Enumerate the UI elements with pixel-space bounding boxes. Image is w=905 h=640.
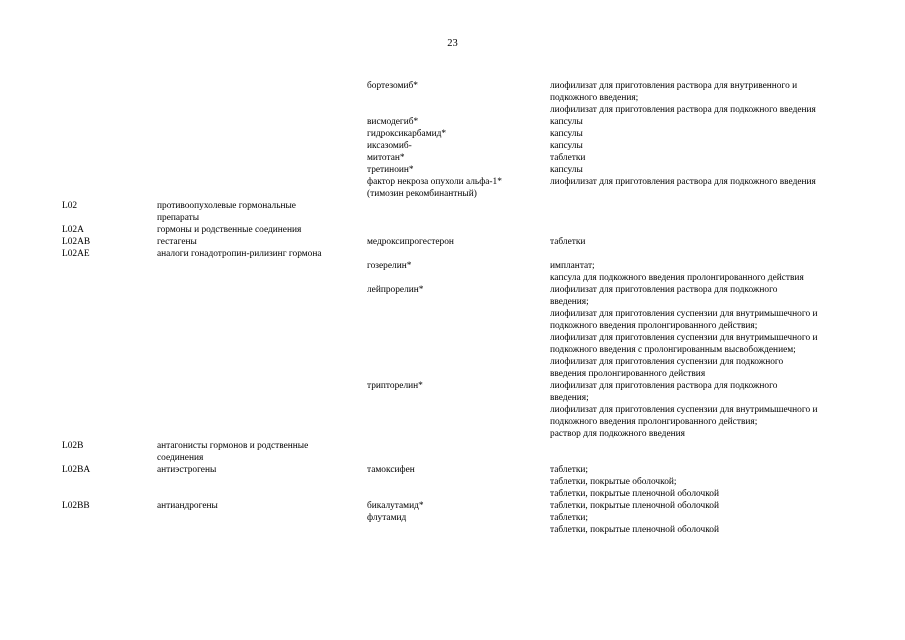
atc-code-cell xyxy=(62,152,157,164)
drug-name-cell: митотан* xyxy=(367,153,405,163)
atc-code-cell: L02BB xyxy=(62,501,90,511)
atc-code-cell: L02A xyxy=(62,225,84,235)
group-name-cell: антиэстрогены xyxy=(157,465,217,475)
table-row xyxy=(62,464,870,500)
table-row xyxy=(62,248,870,260)
group-name-cell xyxy=(157,380,367,440)
group-name-cell xyxy=(157,260,367,284)
atc-code-cell xyxy=(62,164,157,176)
table-row xyxy=(62,380,870,440)
table-row xyxy=(62,224,870,236)
table-row xyxy=(62,128,870,140)
dosage-form-cell: таблетки; таблетки, покрытые пленочной оболочкой xyxy=(550,513,719,535)
table-row xyxy=(62,236,870,248)
drug-name-cell: третиноин* xyxy=(367,165,414,175)
drug-name-cell: гидроксикарбамид* xyxy=(367,129,447,139)
drug-name-cell: фактор некроза опухоли альфа-1* (тимозин рекомбинантный) xyxy=(367,177,502,199)
dosage-form-cell: таблетки xyxy=(550,153,586,163)
dosage-form-cell: лиофилизат для приготовления раствора для внутривенного и подкожного введения; лиофилизат для приготовления раствора для подкожного введения xyxy=(550,81,816,115)
drug-name-cell xyxy=(367,440,550,464)
dosage-form-cell xyxy=(550,200,870,224)
atc-code-cell: L02BA xyxy=(62,465,91,475)
dosage-form-cell: таблетки, покрытые пленочной оболочкой xyxy=(550,501,719,511)
dosage-form-cell: таблетки; таблетки, покрытые оболочкой; таблетки, покрытые пленочной оболочкой xyxy=(550,465,719,499)
dosage-form-cell: лиофилизат для приготовления раствора для подкожного введения; лиофилизат для приготовления суспензии для внутримышечного и подкожного введения пролонгированного действия; лиофилизат для приготовления суспензии для внутримышечного и подкожного введения с пролонгированным высвобождением; лиофилизат для приготовления суспензии для подкожного введения пролонгированного действия xyxy=(550,285,818,379)
atc-code-cell: L02AE xyxy=(62,249,90,259)
table-row xyxy=(62,440,870,464)
group-name-cell xyxy=(157,152,367,164)
atc-code-cell xyxy=(62,116,157,128)
table-row xyxy=(62,500,870,512)
dosage-form-cell: имплантат; капсула для подкожного введения пролонгированного действия xyxy=(550,261,804,283)
atc-code-cell xyxy=(62,380,157,440)
drug-name-cell: флутамид xyxy=(367,513,407,523)
atc-code-cell: L02AB xyxy=(62,237,91,247)
group-name-cell: противоопухолевые гормональные препараты xyxy=(157,201,296,223)
dosage-form-cell xyxy=(550,224,870,236)
atc-code-cell xyxy=(62,176,157,200)
page-number: 23 xyxy=(447,38,458,49)
table-row xyxy=(62,176,870,200)
dosage-form-cell: капсулы xyxy=(550,165,583,175)
group-name-cell xyxy=(157,284,367,380)
dosage-form-cell: лиофилизат для приготовления раствора для подкожного введения xyxy=(550,177,816,187)
drug-name-cell: бортезомиб* xyxy=(367,81,418,91)
drug-name-cell: медроксипрогестерон xyxy=(367,237,454,247)
table-row xyxy=(62,116,870,128)
dosage-form-cell: лиофилизат для приготовления раствора для подкожного введения; лиофилизат для приготовления суспензии для внутримышечного и подкожного введения пролонгированного действия; раствор для подкожного введения xyxy=(550,381,818,439)
table-row xyxy=(62,200,870,224)
drug-name-cell: тамоксифен xyxy=(367,465,415,475)
atc-code-cell xyxy=(62,128,157,140)
atc-code-cell xyxy=(62,80,157,116)
drug-name-cell xyxy=(367,248,550,260)
table-row xyxy=(62,284,870,380)
table-row xyxy=(62,512,870,536)
atc-code-cell xyxy=(62,284,157,380)
dosage-form-cell xyxy=(550,440,870,464)
drug-name-cell: трипторелин* xyxy=(367,381,423,391)
drug-name-cell: лейпрорелин* xyxy=(367,285,424,295)
group-name-cell xyxy=(157,176,367,200)
drug-name-cell xyxy=(367,224,550,236)
table-row xyxy=(62,80,870,116)
atc-code-cell: L02B xyxy=(62,441,84,451)
group-name-cell: антиандрогены xyxy=(157,501,218,511)
drug-table xyxy=(62,80,870,536)
group-name-cell xyxy=(157,512,367,536)
atc-code-cell xyxy=(62,260,157,284)
group-name-cell: антагонисты гормонов и родственные соединения xyxy=(157,441,309,463)
atc-code-cell: L02 xyxy=(62,201,78,211)
atc-code-cell xyxy=(62,512,157,536)
drug-table-body xyxy=(62,80,870,536)
dosage-form-cell xyxy=(550,248,870,260)
group-name-cell xyxy=(157,80,367,116)
group-name-cell xyxy=(157,116,367,128)
group-name-cell: аналоги гонадотропин-рилизинг гормона xyxy=(157,249,322,259)
drug-name-cell: бикалутамид* xyxy=(367,501,424,511)
table-row xyxy=(62,164,870,176)
table-row xyxy=(62,140,870,152)
group-name-cell: гестагены xyxy=(157,237,197,247)
table-row xyxy=(62,260,870,284)
group-name-cell xyxy=(157,164,367,176)
table-row xyxy=(62,152,870,164)
dosage-form-cell: капсулы xyxy=(550,117,583,127)
group-name-cell xyxy=(157,128,367,140)
dosage-form-cell: таблетки xyxy=(550,237,586,247)
group-name-cell: гормоны и родственные соединения xyxy=(157,225,302,235)
group-name-cell xyxy=(157,140,367,152)
dosage-form-cell: капсулы xyxy=(550,129,583,139)
drug-name-cell: висмодегиб* xyxy=(367,117,419,127)
atc-code-cell xyxy=(62,140,157,152)
dosage-form-cell: капсулы xyxy=(550,141,583,151)
drug-name-cell: иксазомиб- xyxy=(367,141,412,151)
drug-name-cell: гозерелин* xyxy=(367,261,412,271)
drug-name-cell xyxy=(367,200,550,224)
